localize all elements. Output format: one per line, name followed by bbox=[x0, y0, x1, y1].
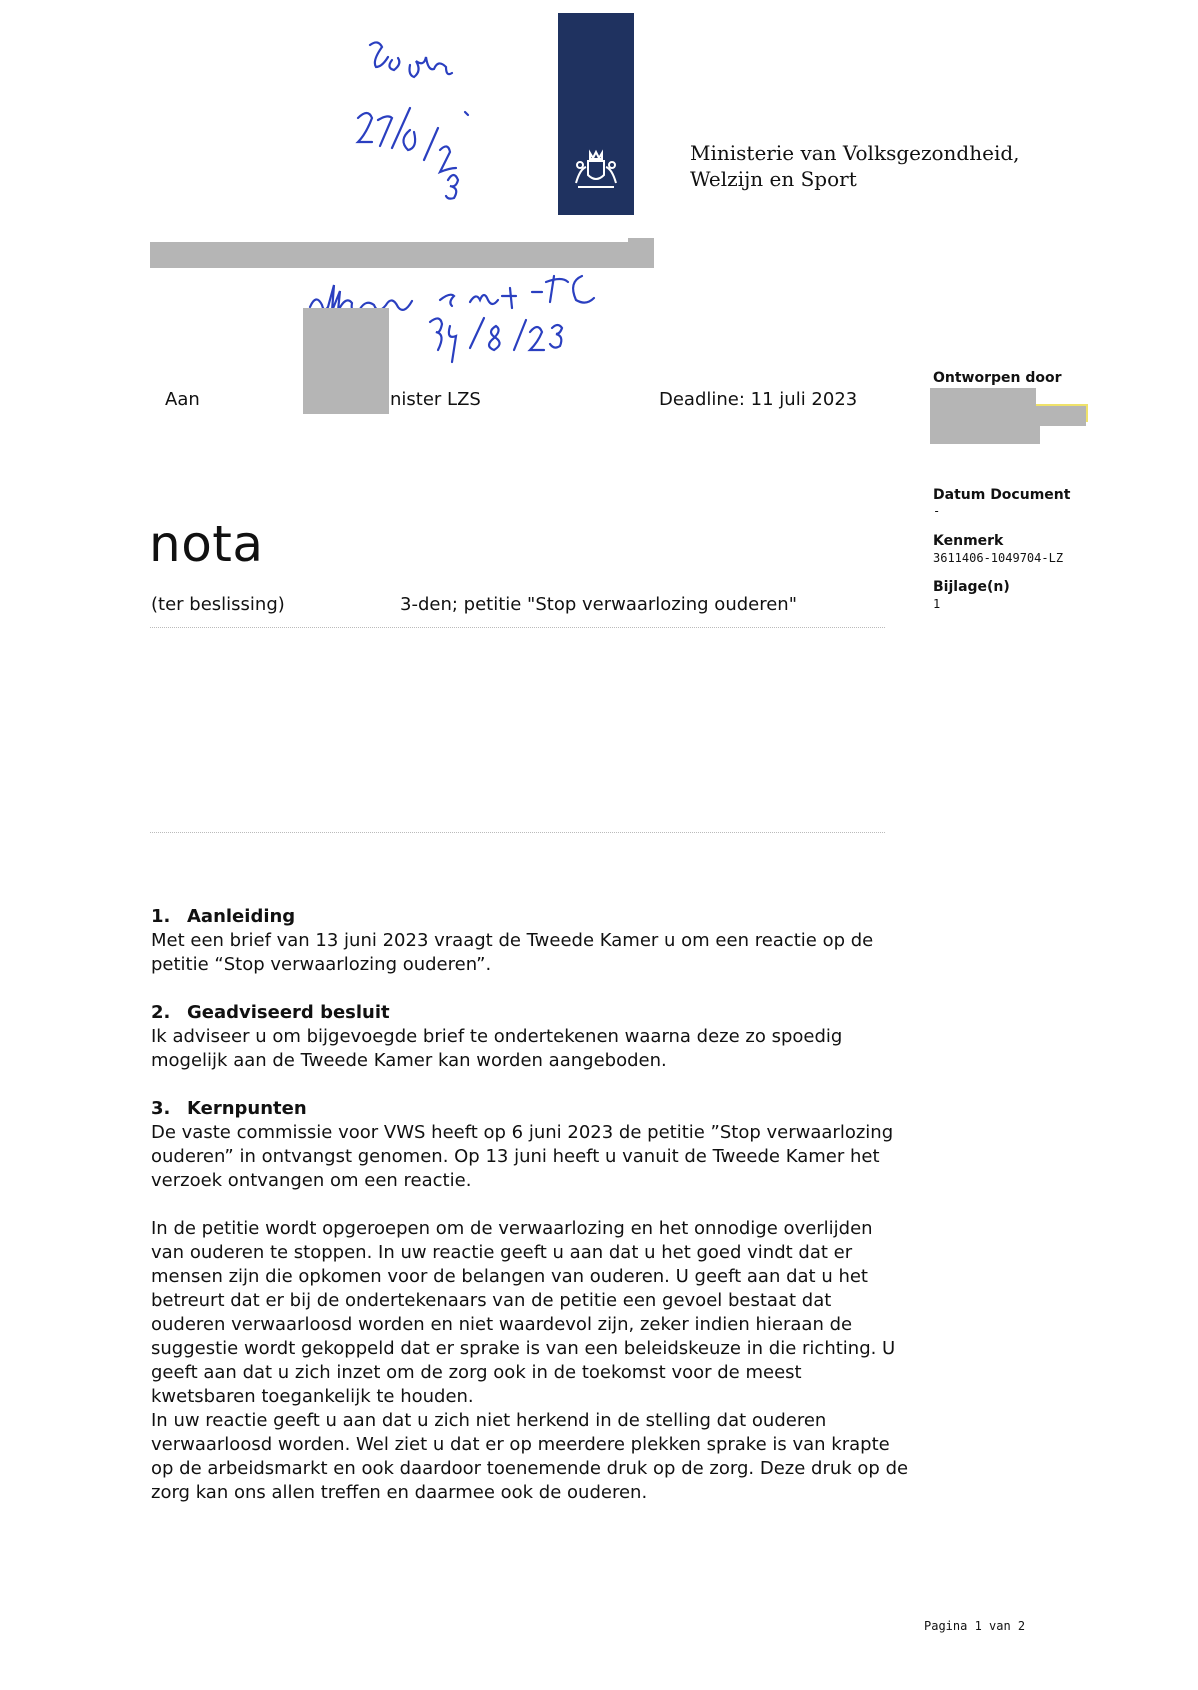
section-number: 1. bbox=[151, 906, 171, 927]
section-number: 2. bbox=[151, 1002, 171, 1023]
section-title: Aanleiding bbox=[187, 906, 296, 927]
page-number: Pagina 1 van 2 bbox=[924, 1619, 1026, 1633]
ministry-line-1: Ministerie van Volksgezondheid, bbox=[690, 141, 1020, 165]
section-number: 3. bbox=[151, 1098, 171, 1119]
document-type-title: nota bbox=[149, 515, 264, 573]
redaction-bar bbox=[628, 238, 654, 268]
section-heading bbox=[151, 905, 911, 929]
ontworpen-door-label: Ontworpen door bbox=[933, 370, 1062, 386]
aan-value: nister LZS bbox=[390, 389, 481, 410]
redaction-bar bbox=[930, 388, 1036, 408]
section-paragraph: In uw reactie geeft u aan dat u zich niet herkend in de stelling dat ouderen verwaarloosd worden. Wel ziet u dat er op meerdere plekken sprake is van krapte op de arbeidsmarkt en ook daardoor toenemende druk op de zorg. Deze druk op de zorg kan ons allen treffen en daarmee ook de ouderen. bbox=[151, 1410, 909, 1503]
section-kernpunten bbox=[151, 1097, 911, 1505]
deadline: Deadline: 11 juli 2023 bbox=[659, 389, 858, 410]
divider bbox=[150, 627, 885, 628]
coat-of-arms-icon bbox=[568, 143, 624, 199]
aan-label: Aan bbox=[165, 389, 200, 410]
section-aanleiding bbox=[151, 905, 911, 977]
redaction-bar bbox=[930, 406, 1086, 426]
kenmerk-label: Kenmerk bbox=[933, 533, 1004, 549]
ter-beslissing: (ter beslissing) bbox=[151, 594, 285, 615]
rijksoverheid-logo bbox=[558, 13, 634, 215]
section-title: Kernpunten bbox=[187, 1098, 307, 1119]
bijlage-label: Bijlage(n) bbox=[933, 579, 1010, 595]
bijlage-value: 1 bbox=[933, 597, 941, 611]
datum-document-label: Datum Document bbox=[933, 487, 1071, 503]
ministry-name bbox=[690, 140, 1020, 192]
redaction-bar bbox=[930, 424, 1040, 444]
section-body: Met een brief van 13 juni 2023 vraagt de Tweede Kamer u om een reactie op de petitie “Stop verwaarlozing ouderen”. bbox=[151, 930, 874, 975]
ministry-line-2: Welzijn en Sport bbox=[690, 167, 857, 191]
onderwerp: 3-den; petitie "Stop verwaarlozing ouderen" bbox=[400, 594, 797, 615]
datum-document-value: - bbox=[933, 504, 941, 518]
section-geadviseerd-besluit bbox=[151, 1001, 911, 1073]
redaction-bar bbox=[303, 308, 389, 414]
section-paragraph: In de petitie wordt opgeroepen om de verwaarlozing en het onnodige overlijden van ouderen te stoppen. In uw reactie geeft u aan dat u het goed vindt dat er mensen zijn die opkomen voor de belangen van ouderen. U geeft aan dat u het betreurt dat er bij de ondertekenaars van de petitie een gevoel bestaat dat ouderen verwaarloosd worden en niet waardevol zijn, zeker indien hieraan de suggestie wordt gekoppeld dat er sprake is van een beleidskeuze in die richting. U geeft aan dat u zich inzet om de zorg ook in de toekomst voor de meest kwetsbaren toegankelijk te houden. bbox=[151, 1218, 896, 1407]
section-body: Ik adviseer u om bijgevoegde brief te ondertekenen waarna deze zo spoedig mogelijk aan de Tweede Kamer kan worden aangeboden. bbox=[151, 1026, 843, 1071]
section-title: Geadviseerd besluit bbox=[187, 1002, 390, 1023]
divider bbox=[150, 832, 885, 833]
kenmerk-value: 3611406-1049704-LZ bbox=[933, 551, 1064, 565]
redaction-bar bbox=[150, 242, 628, 268]
handwritten-note-top bbox=[340, 30, 510, 200]
section-paragraph: De vaste commissie voor VWS heeft op 6 juni 2023 de petitie ”Stop verwaarlozing ouderen” in ontvangst genomen. Op 13 juni heeft u vanuit de Tweede Kamer het verzoek ontvangen om een reactie. bbox=[151, 1122, 894, 1191]
section-heading bbox=[151, 1001, 911, 1025]
section-heading bbox=[151, 1097, 911, 1121]
